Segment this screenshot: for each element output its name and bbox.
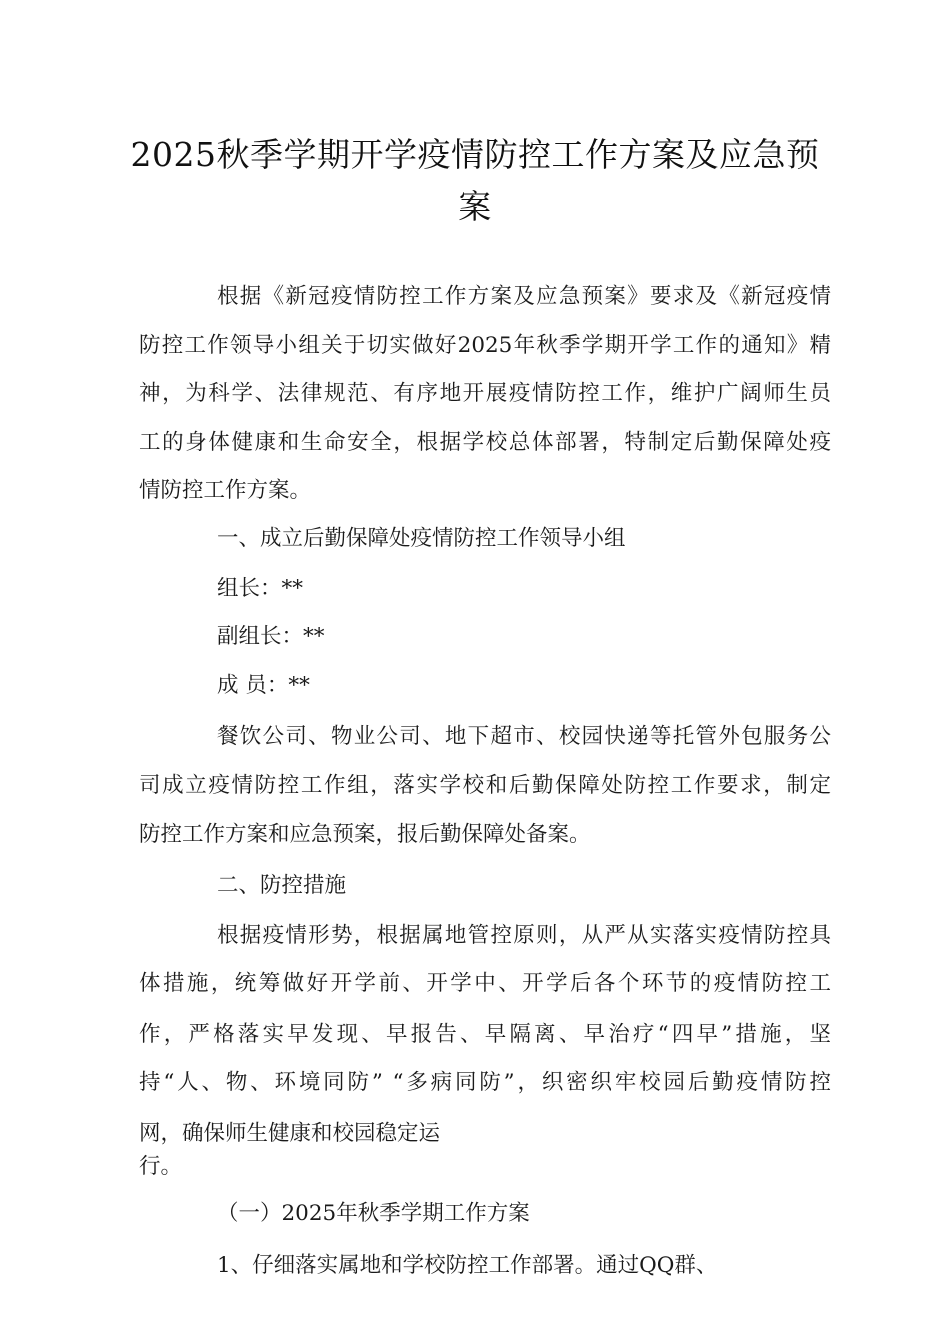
paragraph-line: 司成立疫情防控工作组，落实学校和后勤保障处防控工作要求，制定 (139, 773, 831, 798)
paragraph-line: 情防控工作方案。 (139, 478, 312, 503)
paragraph-line: 根据《新冠疫情防控工作方案及应急预案》要求及《新冠疫情 (217, 284, 831, 309)
section-heading-2: 二、防控措施 (217, 873, 347, 898)
paragraph-line: 持“人、物、环境同防” “多病同防”，织密织牢校园后勤疫情防控 (139, 1070, 831, 1095)
paragraph-line: 体措施，统筹做好开学前、开学中、开学后各个环节的疫情防控工 (139, 971, 831, 996)
paragraph-line: 根据疫情形势，根据属地管控原则，从严从实落实疫情防控具 (217, 923, 831, 948)
leader-line: 组长：** (217, 576, 304, 601)
paragraph-line: 行。 (139, 1154, 183, 1179)
deputy-leader-line: 副组长：** (217, 624, 325, 649)
section-heading-1: 一、成立后勤保障处疫情防控工作领导小组 (217, 526, 626, 551)
paragraph-line: 防控工作领导小组关于切实做好2025年秋季学期开学工作的通知》精 (139, 333, 831, 358)
paragraph-line: 神，为科学、法律规范、有序地开展疫情防控工作，维护广阔师生员 (139, 381, 831, 406)
document-title-line-2: 案 (458, 187, 492, 226)
members-line: 成 员：** (217, 673, 310, 698)
paragraph-line: 网，确保师生健康和校园稳定运 (139, 1121, 441, 1146)
paragraph-line: 防控工作方案和应急预案，报后勤保障处备案。 (139, 822, 591, 847)
paragraph-line: 1、仔细落实属地和学校防控工作部署。通过QQ群、 (217, 1253, 718, 1278)
paragraph-line: 餐饮公司、物业公司、地下超市、校园快递等托管外包服务公 (217, 724, 831, 749)
subsection-heading: （一）2025年秋季学期工作方案 (217, 1201, 530, 1226)
paragraph-line: 工的身体健康和生命安全，根据学校总体部署，特制定后勤保障处疫 (139, 430, 831, 455)
paragraph-line: 作，严格落实早发现、早报告、早隔离、早治疗“四早”措施，坚 (139, 1022, 831, 1047)
document-title-line-1: 2025秋季学期开学疫情防控工作方案及应急预 (130, 135, 820, 174)
